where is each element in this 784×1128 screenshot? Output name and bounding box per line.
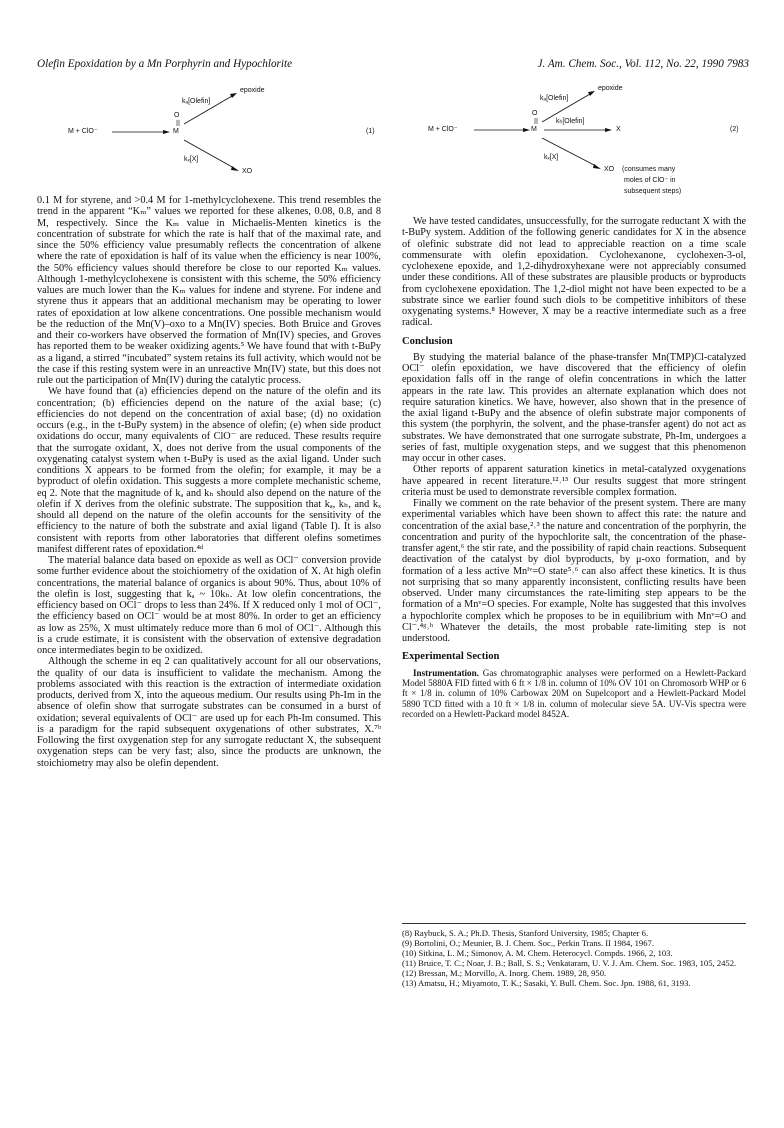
scheme2-metal: M: [531, 126, 537, 133]
scheme2-eq-number: (2): [730, 126, 739, 133]
right-column: [402, 216, 746, 720]
scheme1-metal: M: [173, 128, 179, 135]
experimental-section: [402, 668, 746, 720]
scheme2-epoxide: epoxide: [598, 85, 623, 92]
scheme2-k-olefin-x: kₕ[Olefin]: [556, 118, 585, 125]
scheme-eq1-arrows: [60, 86, 390, 182]
paragraph: Although the scheme in eq 2 can qualitatively account for all our observations, the quality of our data is insufficient to validate the mechanism. Among the problems associated with this reaction is the extraction of intermediate oxidation products, derived from X, into the aqueous medium. Our results using Ph-Im in the absence of olefin show that surrogate substrates can be consumed in a burst of oxidation; several equivalents of OCl⁻ are used up for each Ph-Im consumed. This is a paradigm for the rapid subsequent oxygenations of other substrates, X.⁷ᵇ Following the first oxygenation step for any surrogate reductant X, the subsequent oxygenation steps can be very fast; also, since the products are unknown, the stoichiometry may also be olefin dependent.: [37, 656, 381, 769]
scheme-eq2-arrows: [424, 84, 750, 204]
paragraph: We have tested candidates, unsuccessfully, for the surrogate reductant X with the t-BuPy system. Addition of the following generic candidates for X in the absence of olefinic substrate did not lead to appreciable reaction on a time scale commensurate with olefin epoxidation. Cyclohexanone, cyclohexen-3-ol, cyclohexene epoxide, and 1,2-dihydroxyhexane were not appreciably consumed under these conditions. All of these substrates are plausible products or byproducts from cyclohexene epoxidation. The 1,2-diol might not have been expected to be a substrate since we earlier found such diols to be competitive inhibitors of these oxygenating systems.⁸ However, X may be a reactive intermediate such as a free radical.: [402, 216, 746, 329]
reference-item: (8) Raybuck, S. A.; Ph.D. Thesis, Stanford University, 1985; Chapter 6.: [402, 928, 649, 938]
scheme1-k-olefin: kₐ[Olefin]: [182, 98, 211, 105]
conclusion-heading: Conclusion: [402, 335, 453, 347]
scheme2-xo: XO: [604, 166, 615, 173]
instrumentation-text: Gas chromatographic analyses were performed on a Hewlett-Packard Model 5880A FID fitted with 6 ft × 1/8 in. column of 10% OV 101 on Chromosorb WHP or 6 ft × 1/8 in. column of 10% Carbowax 20M on Supelcoport and a Hewlett-Packard Model 5890 TCD fitted with a 10 ft × 1/8 in. column of molecular sieve 5A. UV-Vis spectra were recorded on a Hewlett-Packard model 8452A.: [402, 667, 746, 720]
scheme1-reactants: M + ClO⁻: [68, 128, 98, 135]
left-column: [37, 195, 381, 769]
scheme1-oxo: O: [174, 112, 180, 119]
scheme1-k-x: kₓ[X]: [184, 156, 199, 163]
scheme1-xo: XO: [242, 168, 253, 175]
reference-item: (10) Sitkina, L. M.; Simonov, A. M. Chem. Heterocycl. Compds. 1966, 2, 103.: [402, 947, 673, 958]
scheme-eq1: [60, 86, 390, 182]
running-head: [37, 58, 749, 74]
reference-item: (11) Bruice, T. C.; Noar, J. B.; Ball, S. S.; Venkataram, U. V. J. Am. Chem. Soc. 1983, 105, 2452.: [402, 957, 737, 968]
references: [402, 923, 746, 988]
scheme-eq2: [424, 84, 750, 204]
paragraph: The material balance data based on epoxide as well as OCl⁻ conversion provide some further evidence about the stoichiometry of the oxidation of X. At high olefin concentrations, the material balance of organics is about 90%. Thus, about 10% of the olefin is lost, suggesting that kₐ ~ 10kₕ. At low olefin concentrations, the efficiency based on OCl⁻ drops to less than 24%. If X reduced only 1 mol of OCl⁻, the efficiency based on OCl⁻ would be at most 80%. In order to get an efficiency as low as 25%, X must ultimately reduce more than 6 mol of OCl⁻. Although this is a crude estimate, it is consistent with the observation of extensive degradation once intermediates begin to be oxidized.: [37, 555, 381, 656]
scheme1-epoxide: epoxide: [240, 87, 265, 94]
paragraph: 0.1 M for styrene, and >0.4 M for 1-methylcyclohexene. This trend resembles the trend in the apparent “Kₘ” values we reported for these alkenes, 0.08, 0.8, and 8 M, respectively. Since the Kₘ value in Michaelis-Menten kinetics is the concentration of substrate for which the rate is half that of the maximal rate, and since the 50% efficiency value presumably reflects the concentration of alkene where the rate of epoxidation is half of its value when the efficiency is near 100%, the 50% efficiency values should therefore be close to our reported Kₘ values. Although 1-methylcyclohexene is consistent with this scheme, the 50% efficiency values are much lower than the Kₘ values for indene and styrene. For indene and styrene thus it appears that an additional mechanism may be operating to lower rates of epoxidation at low alkene concentrations. One possible mechanism would be the reduction of the Mn(V)–oxo to a Mn(IV) species. Both Bruice and Groves and their co-workers have observed the formation of Mn(IV) species, and Groves has reported them to be weaker oxidizing agents.⁵ We have found that with t-BuPy as a ligand, a stirred “incubated” system retains its full activity, which would not be the case if this resting system were in an unreactive Mn(IV) state, but this does not rule out the participation of Mn(IV) during the catalytic process.: [37, 195, 381, 386]
instrumentation-lead: Instrumentation.: [413, 667, 479, 678]
scheme2-oxo: O: [532, 110, 538, 117]
scheme2-note-line2: moles of ClO⁻ in: [624, 177, 676, 184]
scheme2-x: X: [616, 126, 621, 133]
reference-item: (9) Bortolini, O.; Meunier, B. J. Chem. Soc., Perkin Trans. II 1984, 1967.: [402, 937, 654, 948]
scheme2-k-x: kₓ[X]: [544, 154, 559, 161]
running-head-title: Olefin Epoxidation by a Mn Porphyrin and Hypochlorite: [37, 58, 293, 70]
reference-item: (12) Bressan, M.; Morvillo, A. Inorg. Chem. 1989, 28, 950.: [402, 967, 607, 978]
scheme1-eq-number: (1): [366, 128, 375, 135]
paragraph: By studying the material balance of the phase-transfer Mn(TMP)Cl-catalyzed OCl⁻ olefin epoxidation, we have discovered that the efficiency of olefin epoxidation falls off in the range of olefin concentrations in which the latter appears in the rate law. This provides an alternate explanation which does not require saturation kinetics. We have, however, also shown that in the presence of the axial ligand t-BuPy and the absence of olefin substrate major components of this system (the porphyrin, the solvent, and the phase-transfer agent) do not act as substrates. We have demonstrated that one surrogate substrate, Ph-Im, undergoes a series of fast, multiple oxygenation steps, and we suggest that this phenomenon may occur in other cases.: [402, 351, 746, 464]
reference-item: (13) Amatsu, H.; Miyamoto, T. K.; Sasaki, Y. Bull. Chem. Soc. Jpn. 1988, 61, 3193.: [402, 977, 691, 988]
scheme2-note-line3: subsequent steps): [624, 188, 682, 195]
scheme2-k-olefin-epoxide: kₐ[Olefin]: [540, 95, 569, 102]
paragraph: Finally we comment on the rate behavior of the present system. There are many experimental variables which have been shown to affect this rate: the nature and concentration of the axial base,²˒³ the nature and concentration of the porphyrin, the concentration and purity of the hypochlorite salt, the concentration of the phase-transfer agent,⁶ the stir rate, and the possibility of rapid chain reactions. Subsequent deactivation of the catalyst by diol byproducts, by μ-oxo formation, and by formation of a less active Mnᴵᵛ=O state⁵˒⁶ can also affect these kinetics. It is thus not surprising that so many apparently inconsistent, conflicting results have been observed. Under many circumstances the rate-limiting step appears to be the formation of a Mnᵛ=O species. For example, Nolte has suggested that this involves a hypochlorite complex which he proposes to be in equilibrium with Mnᵛ=O and Cl⁻.⁴ᵍ˒ʰ Whatever the details, the most probable rate-limiting step is not understood.: [402, 498, 746, 644]
scheme2-note-line1: (consumes many: [622, 166, 676, 173]
paragraph: We have found that (a) efficiencies depend on the nature of the olefin and its concentration; (b) efficiencies depend on the nature of the axial base; (c) efficiencies do not depend on the concentration of axial base; (d) no oxidation occurs (e.g., in the t-BuPy system) in the absence of olefin; (e) when side product oxidations do occur, many equivalents of ClO⁻ are reduced. These results require that the surrogate oxidant, X, does not derive from the usual components of the oxygenating catalyst system when t-BuPy is used as the axial ligand. Under such conditions X appears to be formed from the olefin; for example, it may be a byproduct of olefin oxidation. This suggests a more complete mechanistic scheme, eq 2. Note that the magnitude of kₐ and kₕ should also depend on the nature of the olefin if X derives from the olefinic substrate. The supposition that kₐ, kₕ, and kₓ should all depend on the nature of the olefin accounts for the sensitivity of the efficiency to the nature of both the substrate and axial ligand (Table I). It is also consistent with reports from other laboratories that different olefins sometimes manifest different rates of epoxidation.⁴ᵈ: [37, 386, 381, 555]
running-head-citation: J. Am. Chem. Soc., Vol. 112, No. 22, 1990 7983: [537, 58, 749, 70]
experimental-heading: Experimental Section: [402, 651, 500, 663]
scheme2-reactants: M + ClO⁻: [428, 126, 458, 133]
paragraph: Other reports of apparent saturation kinetics in metal-catalyzed oxygenations have appeared in recent literature.¹²˒¹³ Our results suggest that more stringent criteria must be used to demonstrate reversible complex formation.: [402, 464, 746, 498]
